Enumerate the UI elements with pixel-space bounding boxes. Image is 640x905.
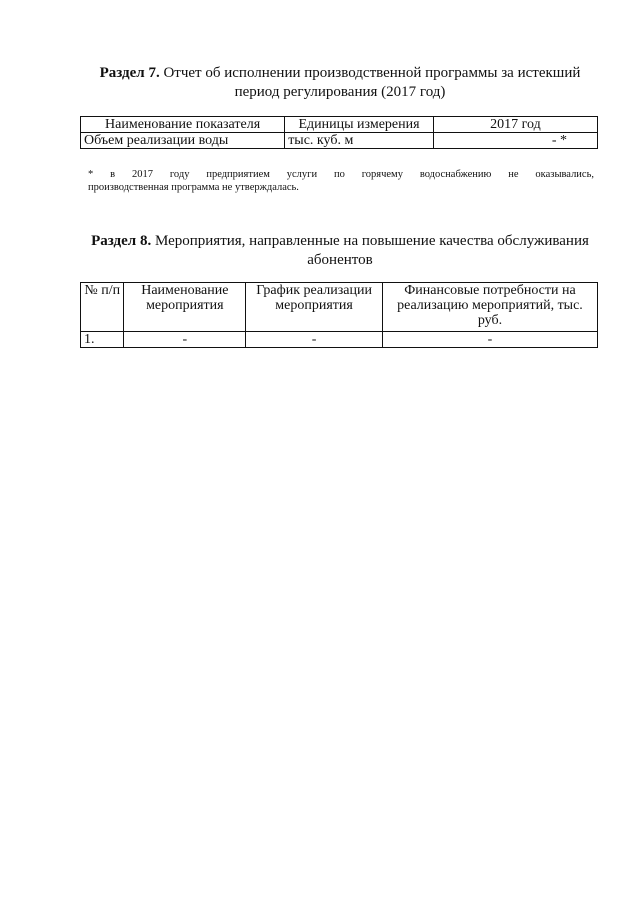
section7-heading bbox=[80, 64, 600, 102]
header-indicator-name: Наименование показателя bbox=[81, 117, 285, 133]
header-financial-needs: Финансовые потребности на реализацию мероприятий, тыс. руб. bbox=[382, 283, 597, 332]
section8-label: Раздел 8. bbox=[91, 233, 152, 249]
footnote-line-2: производственная программа не утверждалась. bbox=[88, 182, 299, 193]
cell-indicator: Объем реализации воды bbox=[81, 133, 285, 149]
section7-title: Отчет об исполнении производственной программы за истекший период регулирования (2017 год) bbox=[163, 65, 581, 100]
cell-schedule: - bbox=[246, 332, 383, 348]
table-row bbox=[81, 133, 598, 149]
header-number: № п/п bbox=[81, 283, 124, 332]
table-header-row bbox=[81, 117, 598, 133]
header-year: 2017 год bbox=[433, 117, 597, 133]
header-schedule: График реализации мероприятия bbox=[246, 283, 383, 332]
table-header-row bbox=[81, 283, 598, 332]
section8-title: Мероприятия, направленные на повышение качества обслуживания абонентов bbox=[154, 233, 589, 268]
section7-table bbox=[80, 116, 598, 149]
footnote-line-1: * в 2017 году предприятием услуги по горячему водоснабжению не оказывались, bbox=[88, 169, 594, 180]
section7-label: Раздел 7. bbox=[99, 65, 160, 81]
section8-heading bbox=[80, 232, 600, 270]
cell-unit: тыс. куб. м bbox=[285, 133, 434, 149]
header-unit: Единицы измерения bbox=[285, 117, 434, 133]
cell-number: 1. bbox=[81, 332, 124, 348]
header-activity-name: Наименование мероприятия bbox=[124, 283, 246, 332]
table-row bbox=[81, 332, 598, 348]
cell-value: - * bbox=[433, 133, 597, 149]
section8-table bbox=[80, 282, 598, 348]
footnote bbox=[88, 168, 594, 194]
cell-activity: - bbox=[124, 332, 246, 348]
cell-financial: - bbox=[382, 332, 597, 348]
